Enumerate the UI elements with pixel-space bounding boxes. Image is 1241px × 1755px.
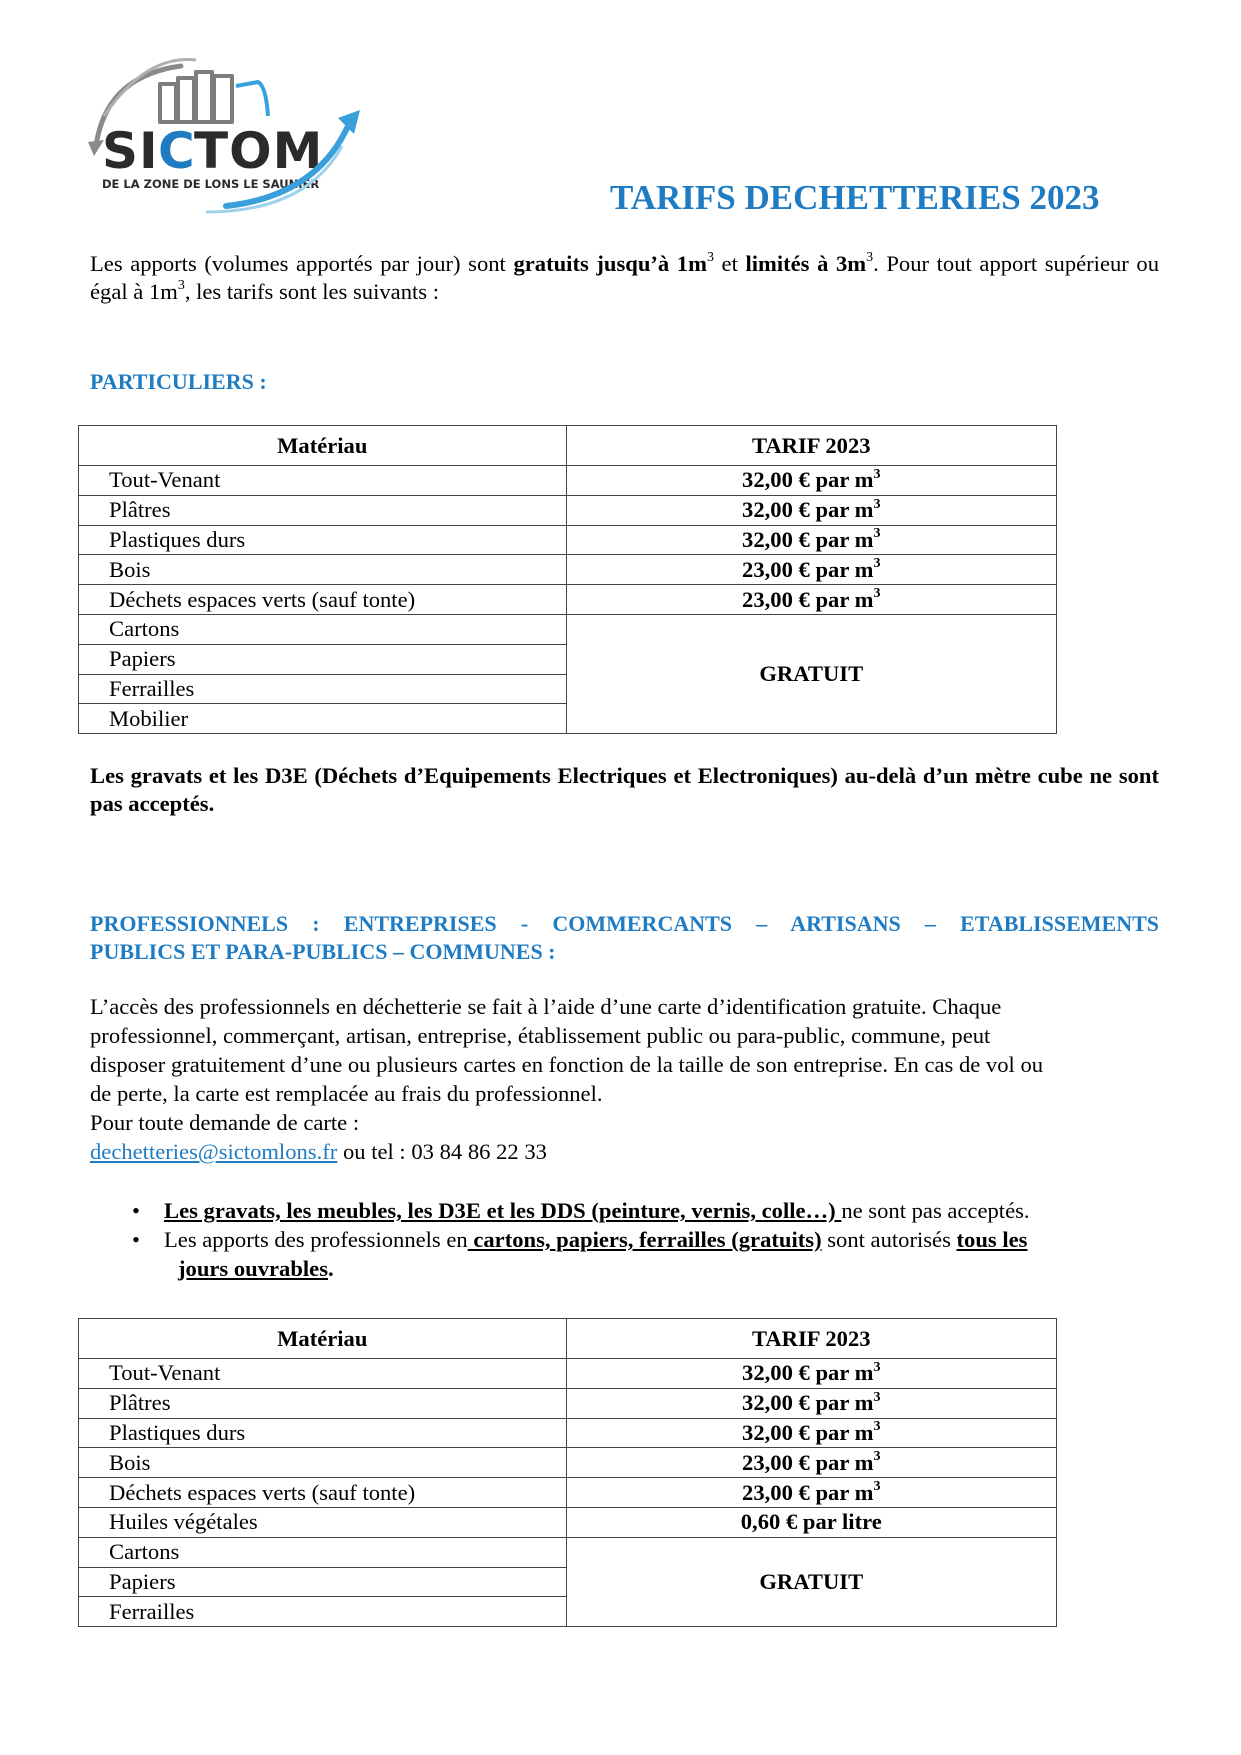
- table-row: Cartons GRATUIT: [79, 1537, 1057, 1567]
- table-row: Bois 23,00 € par $m^3$: [79, 555, 1057, 585]
- table-row: Déchets espaces verts (sauf tonte) 23,00 € par $m^3$: [79, 1478, 1057, 1508]
- table-row: Ferrailles: [79, 1597, 1057, 1627]
- professionnels-heading: PROFESSIONNELS : ENTREPRISES - COMMERCANTS – ARTISANS – ETABLISSEMENTS PUBLICS ET PARA-PUBLICS – COMMUNES :: [90, 911, 1159, 964]
- particuliers-tariff-table: [78, 425, 1057, 734]
- bullet-icon: •: [132, 1227, 140, 1252]
- free-label: GRATUIT: [566, 1537, 1057, 1626]
- phone-text: ou tel : 03 84 86 22 33: [337, 1139, 547, 1164]
- bullet-list: [128, 1196, 1159, 1283]
- svg-text:C: C: [158, 122, 195, 180]
- column-header-tarif: TARIF 2023: [566, 1319, 1057, 1359]
- table-row: Bois 23,00 € par $m^3$: [79, 1448, 1057, 1478]
- free-label: GRATUIT: [566, 614, 1057, 733]
- table-row: Déchets espaces verts (sauf tonte) 23,00 € par $m^3$: [79, 585, 1057, 615]
- column-header-tarif: TARIF 2023: [566, 426, 1057, 466]
- table-row: Papiers: [79, 644, 1057, 674]
- list-item: • Les gravats, les meubles, les D3E et les DDS (peinture, vernis, colle…) ne sont pas acceptés.: [132, 1198, 1030, 1223]
- professionnels-tariff-table: [78, 1318, 1057, 1627]
- professionnels-body: L’accès des professionnels en déchetterie se fait à l’aide d’une carte d’identification gratuite. Chaque professionnel, commerçant, artisan, entreprise, établissement public ou para-public, commune, peut disposer gratuitement d’une ou plusieurs cartes en fonction de la taille de son entreprise. En cas de vol ou de perte, la carte est remplacée au frais du professionnel. Pour toute demande de carte : dechetteries@sictomlons.fr ou tel : 03 84 86 22 33: [90, 994, 1044, 1164]
- gravats-note: Les gravats et les D3E (Déchets d’Equipements Electriques et Electroniques) au-delà d’un mètre cube ne sont pas acceptés.: [90, 763, 1159, 816]
- bullet-icon: •: [132, 1198, 140, 1223]
- table-row: Plâtres 32,00 € par $m^3$: [79, 1388, 1057, 1418]
- column-header-material: Matériau: [79, 1319, 567, 1359]
- email-link[interactable]: dechetteries@sictomlons.fr: [90, 1139, 338, 1164]
- table-row: Plastiques durs 32,00 € par $m^3$: [79, 1418, 1057, 1448]
- table-row: Tout-Venant 32,00 € par $m^3$: [79, 466, 1057, 496]
- table-row: Cartons GRATUIT: [79, 614, 1057, 644]
- svg-text:DE LA ZONE DE LONS LE SAUNIER: DE LA ZONE DE LONS LE SAUNIER: [102, 177, 320, 191]
- particuliers-heading: PARTICULIERS :: [90, 369, 267, 394]
- table-row: Plastiques durs 32,00 € par $m^3$: [79, 525, 1057, 555]
- column-header-material: Matériau: [79, 426, 567, 466]
- table-row: Tout-Venant 32,00 € par $m^3$: [79, 1359, 1057, 1389]
- svg-text:TOM: TOM: [194, 122, 324, 180]
- list-item: • Les apports des professionnels en cartons, papiers, ferrailles (gratuits) sont autorisés tous les jours ouvrables.: [132, 1227, 1028, 1281]
- svg-text:SI: SI: [102, 122, 159, 180]
- table-row: Huiles végétales 0,60 € par litre: [79, 1507, 1057, 1537]
- table-row: Ferrailles: [79, 674, 1057, 704]
- table-row: Mobilier: [79, 704, 1057, 734]
- sictom-logo: [86, 56, 370, 216]
- table-row: Plâtres 32,00 € par $m^3$: [79, 495, 1057, 525]
- document-title: TARIFS DECHETTERIES 2023: [610, 178, 1100, 217]
- table-row: Papiers: [79, 1567, 1057, 1597]
- intro-paragraph: Les apports (volumes apportés par jour) sont gratuits jusqu’à $1m^3$ et limités à $3m^3$. Pour tout apport supérieur ou égal à $1m^3$, les tarifs sont les suivants :: [90, 250, 1160, 304]
